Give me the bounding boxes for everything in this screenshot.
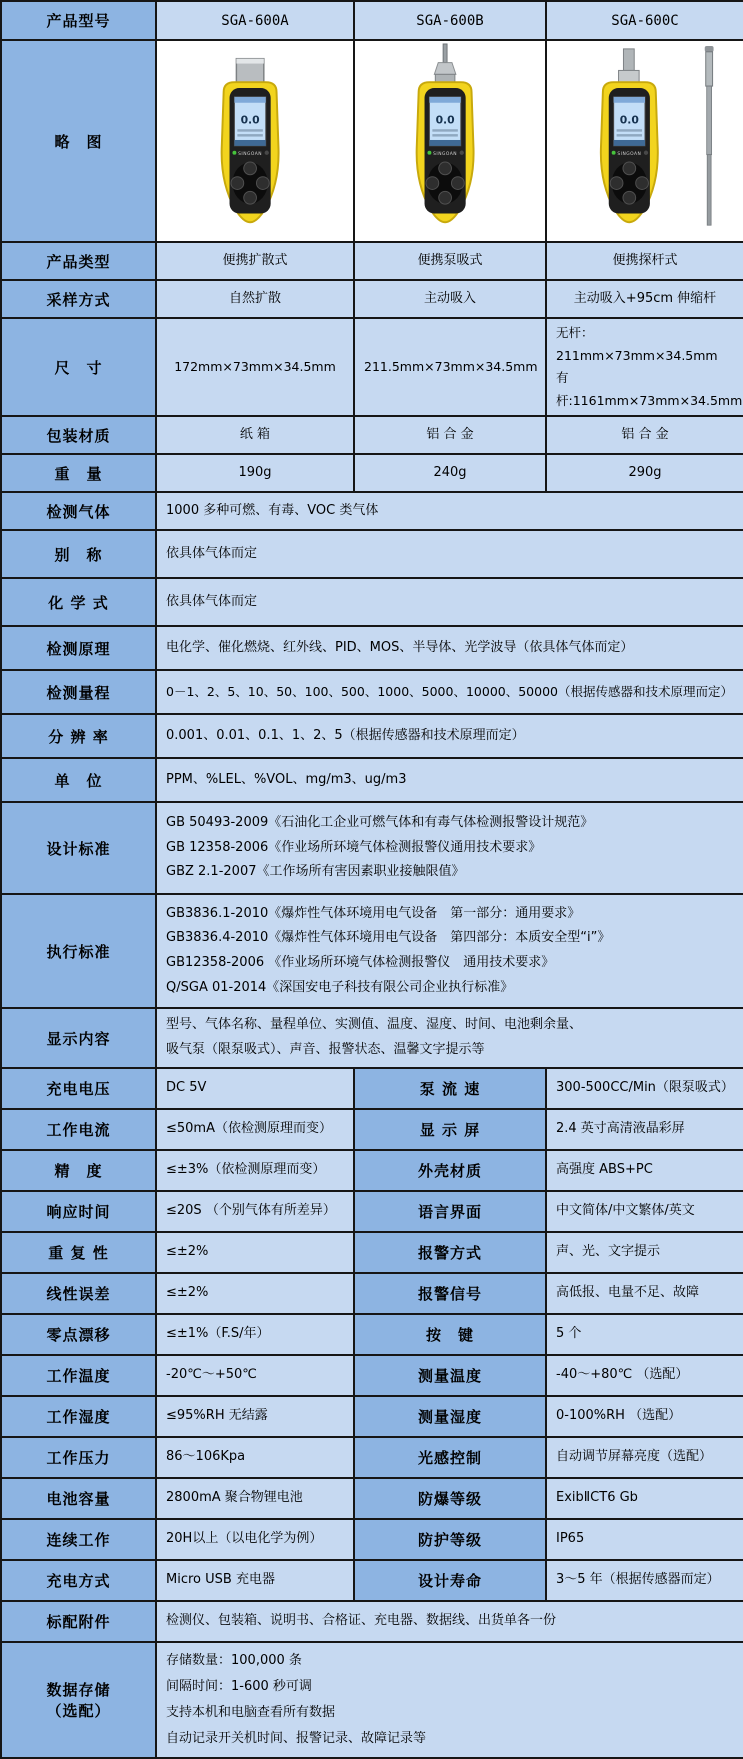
row-label: 采样方式	[1, 280, 156, 318]
row-label: 设计标准	[1, 802, 156, 894]
row-label: 防爆等级	[354, 1478, 546, 1519]
row-label: 线性误差	[1, 1273, 156, 1314]
row-value: ≤50mA（依检测原理而变）	[156, 1109, 354, 1150]
row-value: 1000 多种可燃、有毒、VOC 类气体	[156, 492, 743, 530]
display-line: 型号、气体名称、量程单位、实测值、温度、湿度、时间、电池剩余量、	[166, 1017, 583, 1033]
power-button-dot	[460, 151, 464, 155]
row-label: 执行标准	[1, 894, 156, 1008]
header-label: 产品型号	[1, 1, 156, 40]
row-label: 外壳材质	[354, 1150, 546, 1191]
storage-label-line: （选配）	[46, 1702, 111, 1720]
table-row	[1, 1232, 743, 1273]
row-label: 分 辨 率	[1, 714, 156, 758]
table-row	[1, 1109, 743, 1150]
row-value: 便携扩散式	[156, 242, 354, 280]
row-value: 自然扩散	[156, 280, 354, 318]
row-value: 自动调节屏幕亮度（选配）	[546, 1437, 743, 1478]
table-row	[1, 578, 743, 626]
row-value: 86～106Kpa	[156, 1437, 354, 1478]
standard-line: GB12358-2006 《作业场所环境气体检测报警仪 通用技术要求》	[166, 955, 555, 970]
power-button-dot	[265, 151, 269, 155]
row-value: 高低报、电量不足、故障	[546, 1273, 743, 1314]
row-label: 产品类型	[1, 242, 156, 280]
model-name-c: SGA-600C	[546, 1, 743, 40]
table-row	[1, 530, 743, 578]
device-image-sga-600a	[170, 43, 340, 235]
row-label: 重 复 性	[1, 1232, 156, 1273]
row-value: 0.001、0.01、0.1、1、2、5（根据传感器和技术原理而定）	[156, 714, 743, 758]
row-value: 0－1、2、5、10、50、100、500、1000、5000、10000、50000（根据传感器和技术原理而定）	[156, 670, 743, 714]
dimension-line: 有杆:1161mm×73mm×34.5mm	[556, 370, 743, 408]
row-value	[156, 802, 743, 894]
screen-value: 0.0	[240, 113, 260, 127]
standard-line: Q/SGA 01-2014《深国安电子科技有限公司企业执行标准》	[166, 979, 514, 995]
brand-label: SINGOAN	[238, 152, 263, 158]
row-label: 工作压力	[1, 1437, 156, 1478]
row-value: 便携探杆式	[546, 242, 743, 280]
header-row	[1, 1, 743, 40]
device-image-sga-600b	[365, 43, 535, 235]
row-value: 便携泵吸式	[354, 242, 546, 280]
table-row	[1, 1068, 743, 1109]
row-value: 依具体气体而定	[156, 578, 743, 626]
row-label: 设计寿命	[354, 1560, 546, 1601]
power-button-dot	[644, 151, 648, 155]
row-label: 检测量程	[1, 670, 156, 714]
table-row	[1, 1191, 743, 1232]
table-row	[1, 1437, 743, 1478]
table-row	[1, 1519, 743, 1560]
row-value: 3～5 年（根据传感器而定）	[546, 1560, 743, 1601]
cylinder-probe	[619, 49, 640, 84]
power-led	[427, 151, 431, 155]
device-image-sga-600c	[555, 43, 735, 235]
row-label: 化 学 式	[1, 578, 156, 626]
row-value: ≤±2%	[156, 1273, 354, 1314]
row-value: 主动吸入	[354, 280, 546, 318]
table-row	[1, 758, 743, 802]
row-value: 190g	[156, 454, 354, 492]
sketch-label: 略 图	[1, 40, 156, 242]
design-standard-row	[1, 802, 743, 894]
row-value: 2800mA 聚合物锂电池	[156, 1478, 354, 1519]
row-label: 标配附件	[1, 1601, 156, 1642]
table-row	[1, 670, 743, 714]
storage-label-line: 数据存储	[46, 1681, 111, 1699]
row-label: 精 度	[1, 1150, 156, 1191]
row-label: 单 位	[1, 758, 156, 802]
row-value: DC 5V	[156, 1068, 354, 1109]
standard-line: GB3836.1-2010《爆炸性气体环境用电气设备 第一部分：通用要求》	[166, 905, 581, 921]
row-label: 工作湿度	[1, 1396, 156, 1437]
row-value	[156, 1642, 743, 1758]
table-row	[1, 416, 743, 454]
row-value: ≤20S （个别气体有所差异）	[156, 1191, 354, 1232]
accessories-row	[1, 1601, 743, 1642]
table-row	[1, 1314, 743, 1355]
row-value: 铝 合 金	[546, 416, 743, 454]
row-label: 防护等级	[354, 1519, 546, 1560]
row-value: 20H以上（以电化学为例）	[156, 1519, 354, 1560]
row-label: 光感控制	[354, 1437, 546, 1478]
model-name-a: SGA-600A	[156, 1, 354, 40]
row-value: 电化学、催化燃烧、红外线、PID、MOS、半导体、光学波导（依具体气体而定）	[156, 626, 743, 670]
row-label: 检测气体	[1, 492, 156, 530]
table-row	[1, 242, 743, 280]
table-row	[1, 1150, 743, 1191]
standard-line: GB 12358-2006《作业场所环境气体检测报警仪通用技术要求》	[166, 839, 542, 855]
row-value: IP65	[546, 1519, 743, 1560]
table-row	[1, 1396, 743, 1437]
row-value: ≤±1%（F.S/年）	[156, 1314, 354, 1355]
row-label: 充电电压	[1, 1068, 156, 1109]
row-label: 包装材质	[1, 416, 156, 454]
row-label: 别 称	[1, 530, 156, 578]
telescopic-rod	[705, 46, 714, 225]
row-label: 电池容量	[1, 1478, 156, 1519]
table-row	[1, 714, 743, 758]
row-label: 重 量	[1, 454, 156, 492]
row-label	[1, 1642, 156, 1758]
table-row	[1, 626, 743, 670]
row-label: 尺 寸	[1, 318, 156, 416]
data-storage-row	[1, 1642, 743, 1758]
row-label: 显示内容	[1, 1008, 156, 1068]
table-row	[1, 1273, 743, 1314]
brand-label: SINGOAN	[617, 152, 642, 158]
row-value: -40～+80℃ （选配）	[546, 1355, 743, 1396]
model-name-b: SGA-600B	[354, 1, 546, 40]
row-value: 主动吸入+95cm 伸缩杆	[546, 280, 743, 318]
sensor-cap	[236, 59, 263, 84]
row-value: 240g	[354, 454, 546, 492]
row-value: 2.4 英寸高清液晶彩屏	[546, 1109, 743, 1150]
device-screen	[234, 97, 265, 146]
row-label: 报警方式	[354, 1232, 546, 1273]
storage-line: 存储数量：100,000 条	[166, 1653, 302, 1668]
brand-label: SINGOAN	[433, 152, 458, 158]
row-label: 工作温度	[1, 1355, 156, 1396]
row-value	[546, 318, 743, 416]
exec-standard-row	[1, 894, 743, 1008]
sketch-cell-b	[354, 40, 546, 242]
row-value: 5 个	[546, 1314, 743, 1355]
row-label: 连续工作	[1, 1519, 156, 1560]
screen-value: 0.0	[435, 113, 455, 127]
standard-line: GB 50493-2009《石油化工企业可燃气体和有毒气体检测报警设计规范》	[166, 814, 594, 830]
device-screen	[614, 97, 645, 146]
table-row	[1, 492, 743, 530]
power-led	[612, 151, 616, 155]
table-row	[1, 318, 743, 416]
row-label: 检测原理	[1, 626, 156, 670]
row-value: 声、光、文字提示	[546, 1232, 743, 1273]
row-label: 响应时间	[1, 1191, 156, 1232]
storage-line: 间隔时间：1-600 秒可调	[166, 1679, 312, 1694]
row-label: 按 键	[354, 1314, 546, 1355]
power-led	[232, 151, 236, 155]
row-value: PPM、%LEL、%VOL、mg/m3、ug/m3	[156, 758, 743, 802]
row-value: ≤±3%（依检测原理而变）	[156, 1150, 354, 1191]
row-value	[156, 894, 743, 1008]
row-value: ≤±2%	[156, 1232, 354, 1273]
standard-line: GBZ 2.1-2007《工作场所有害因素职业接触限值》	[166, 864, 465, 880]
table-row	[1, 280, 743, 318]
sketch-cell-c	[546, 40, 743, 242]
row-label: 语言界面	[354, 1191, 546, 1232]
row-label: 充电方式	[1, 1560, 156, 1601]
row-value: 检测仪、包装箱、说明书、合格证、充电器、数据线、出货单各一份	[156, 1601, 743, 1642]
row-label: 报警信号	[354, 1273, 546, 1314]
storage-line: 支持本机和电脑查看所有数据	[166, 1705, 336, 1720]
row-value	[156, 1008, 743, 1068]
row-value: 铝 合 金	[354, 416, 546, 454]
table-row	[1, 1355, 743, 1396]
row-value: 172mm×73mm×34.5mm	[156, 318, 354, 416]
row-value: Micro USB 充电器	[156, 1560, 354, 1601]
table-row	[1, 1478, 743, 1519]
table-row	[1, 454, 743, 492]
storage-line: 自动记录开关机时间、报警记录、故障记录等	[166, 1731, 427, 1746]
row-label: 测量温度	[354, 1355, 546, 1396]
row-label: 零点漂移	[1, 1314, 156, 1355]
row-value: -20℃～+50℃	[156, 1355, 354, 1396]
table-row	[1, 1560, 743, 1601]
row-value: 纸 箱	[156, 416, 354, 454]
row-value: 依具体气体而定	[156, 530, 743, 578]
pump-probe	[434, 44, 456, 84]
screen-value: 0.0	[619, 113, 639, 127]
device-screen	[429, 97, 460, 146]
dimension-line: 无杆：211mm×73mm×34.5mm	[556, 325, 718, 363]
row-value: ≤95%RH 无结露	[156, 1396, 354, 1437]
row-value: ExibⅡCT6 Gb	[546, 1478, 743, 1519]
sketch-cell-a	[156, 40, 354, 242]
row-value: 300-500CC/Min（限泵吸式）	[546, 1068, 743, 1109]
row-value: 中文简体/中文繁体/英文	[546, 1191, 743, 1232]
row-label: 显 示 屏	[354, 1109, 546, 1150]
row-value: 高强度 ABS+PC	[546, 1150, 743, 1191]
display-content-row	[1, 1008, 743, 1068]
row-value: 290g	[546, 454, 743, 492]
sketch-row	[1, 40, 743, 242]
row-label: 工作电流	[1, 1109, 156, 1150]
display-line: 吸气泵（限泵吸式）、声音、报警状态、温馨文字提示等	[166, 1042, 485, 1057]
standard-line: GB3836.4-2010《爆炸性气体环境用电气设备 第四部分：本质安全型“i”》	[166, 930, 611, 946]
row-value: 0-100%RH （选配）	[546, 1396, 743, 1437]
row-label: 泵 流 速	[354, 1068, 546, 1109]
row-value: 211.5mm×73mm×34.5mm	[354, 318, 546, 416]
row-label: 测量湿度	[354, 1396, 546, 1437]
